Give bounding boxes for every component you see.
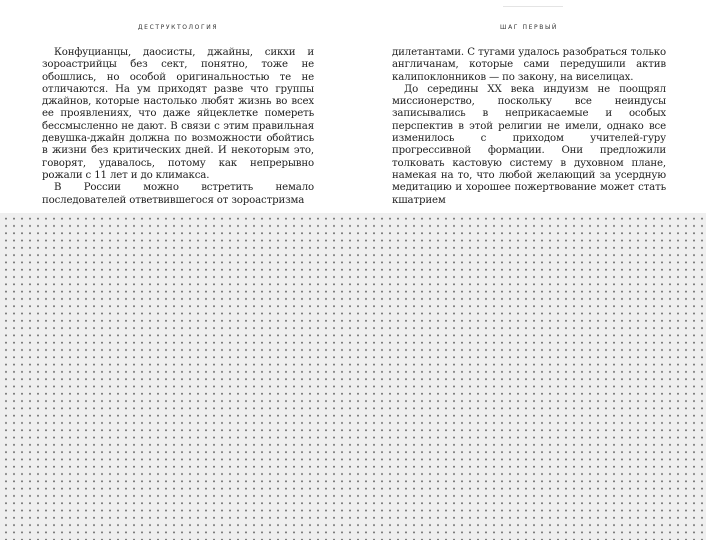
left-running-header: ДЕСТРУКТОЛОГИЯ xyxy=(137,24,219,31)
right-running-header: ШАГ ПЕРВЫЙ xyxy=(500,24,558,31)
right-page-text xyxy=(392,47,666,207)
paragraph: дилетантами. С тугами удалось разобраться только англичанам, которые сами передушили актив калипоклонников — по закону, на виселицах. xyxy=(392,47,666,83)
paragraph: В России можно встретить немало последователей ответвившегося от зороастризма xyxy=(42,182,314,206)
left-page-text xyxy=(42,47,314,207)
paragraph: Конфуцианцы, даосисты, джайны, сикхи и зороастрийцы без сект, понятно, тоже не обошлись, но особой оригинальностью те не отличаются. На ум приходят разве что группы джайнов, которые настолько любят жизнь во всех ее проявлениях, что даже яйцеклетке помереть бессмысленно не дают. В связи с этим правильная девушка-джайн должна по возможности обойтись в жизни без критических дней. И некоторым это, говорят, удавалось, потому как непрерывно рожали с 11 лет и до климакса. xyxy=(42,47,314,181)
page-edge-line xyxy=(503,6,563,7)
dotted-overlay xyxy=(0,213,706,540)
paragraph: До середины XX века индуизм не поощрял миссионерство, поскольку все неиндусы записывались в неприкасаемые и особых перспектив в этой религии не имели, однако все изменилось с приходом учителей-гуру прогрессивной формации. Они предложили толковать кастовую систему в духовном плане, намекая на то, что любой желающий за усердную медитацию и хорошее пожертвование может стать кшатрием xyxy=(392,83,666,206)
